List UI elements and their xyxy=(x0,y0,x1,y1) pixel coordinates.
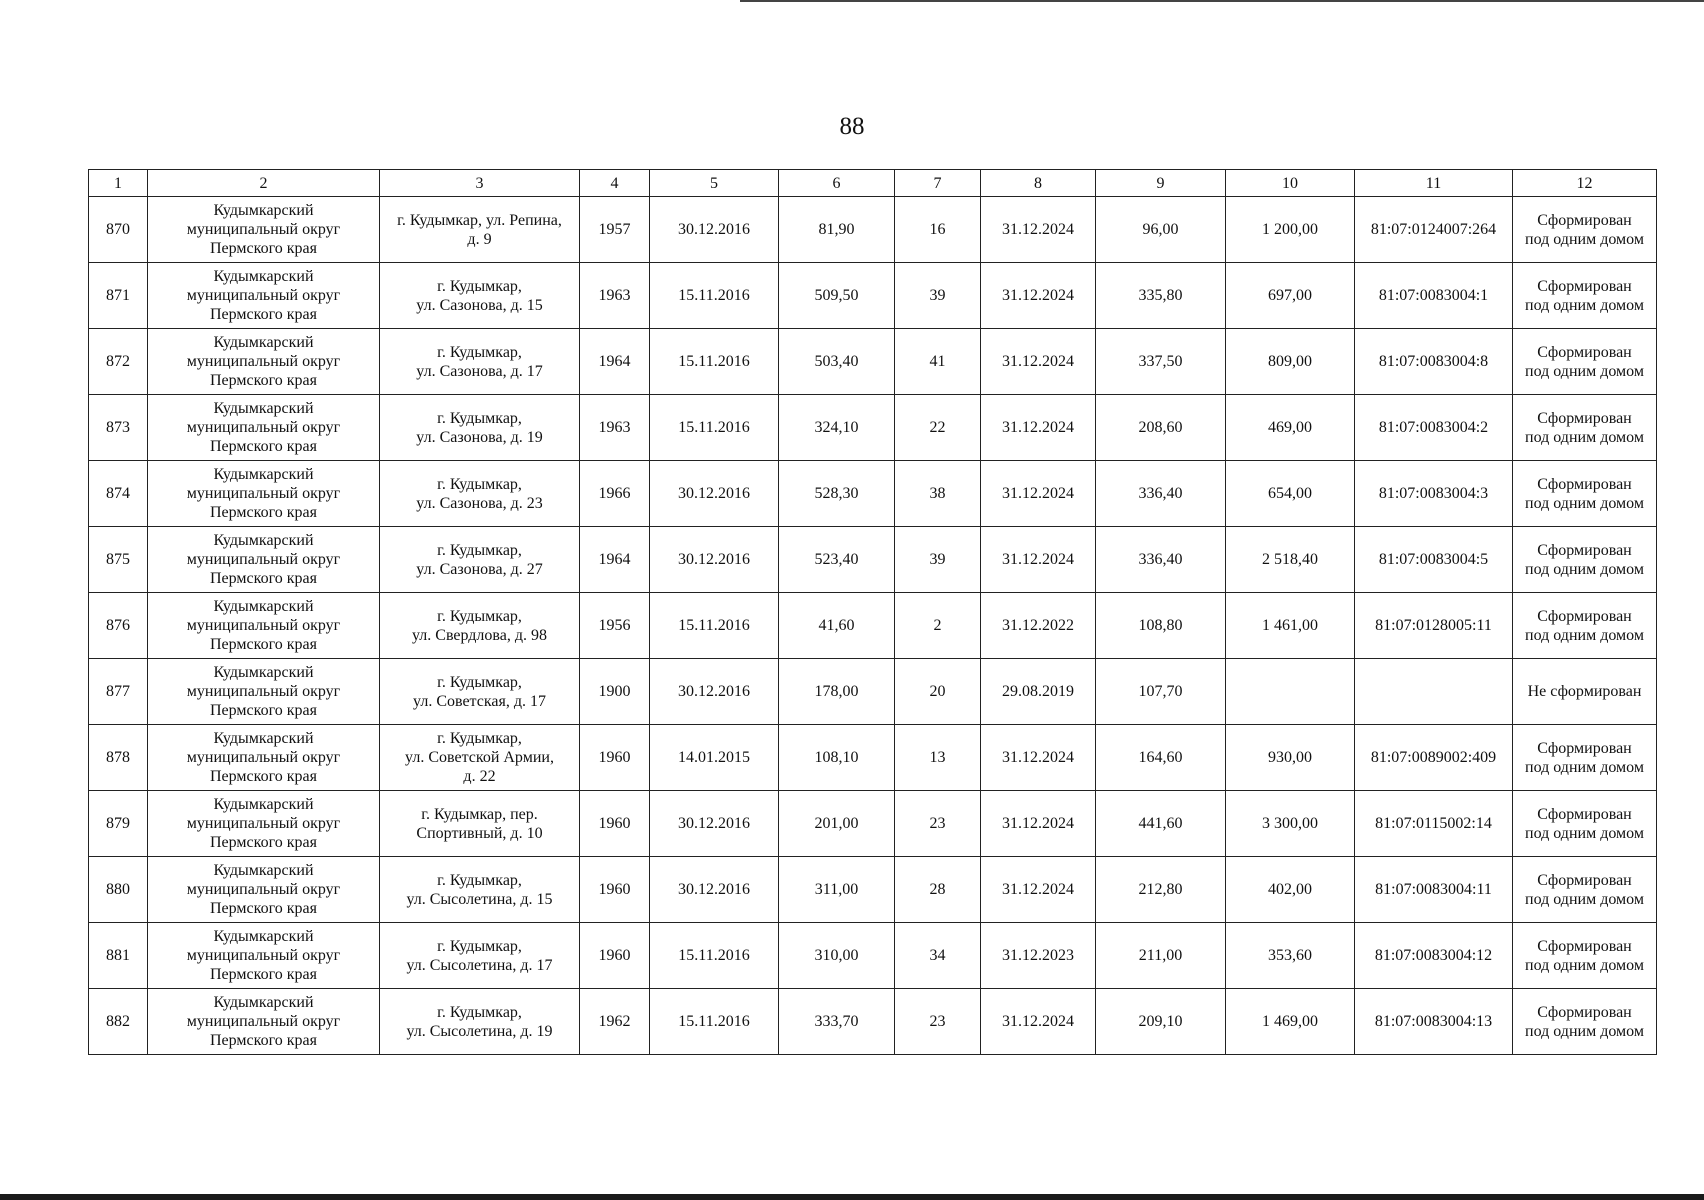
cell-line: Пермского края xyxy=(210,966,317,983)
cell-line: Кудымкарский xyxy=(213,994,314,1011)
year-cell: 1956 xyxy=(580,593,650,659)
row-number-cell: 871 xyxy=(89,263,148,329)
area-cell: 311,00 xyxy=(779,857,895,923)
column-header: 2 xyxy=(148,170,380,197)
cell-line: Сформирован xyxy=(1537,409,1632,427)
table-row xyxy=(89,791,1657,857)
cell-line: муниципальный округ xyxy=(186,287,341,304)
cell-line: г. Кудымкар, xyxy=(437,409,522,427)
area-cell: 523,40 xyxy=(779,527,895,593)
cell-line: под одним домом xyxy=(1525,758,1644,776)
cell-line: муниципальный округ xyxy=(186,353,341,370)
cell-line: Пермского края xyxy=(210,900,317,917)
area-cell: 528,30 xyxy=(779,461,895,527)
count-cell: 39 xyxy=(895,263,981,329)
date-cell: 31.12.2023 xyxy=(981,923,1096,989)
address-cell xyxy=(380,725,580,791)
cell-line: г. Кудымкар, ул. Репина, xyxy=(397,211,562,229)
cell-line: ул. Советской Армии, xyxy=(405,749,554,766)
cadastral-number-cell: 81:07:0115002:14 xyxy=(1355,791,1513,857)
cadastral-number-cell: 81:07:0083004:12 xyxy=(1355,923,1513,989)
count-cell: 41 xyxy=(895,329,981,395)
date-cell: 31.12.2024 xyxy=(981,527,1096,593)
cell-line: г. Кудымкар, xyxy=(437,730,522,747)
cell-line: Сформирован xyxy=(1537,277,1632,295)
status-cell xyxy=(1513,593,1657,659)
column-header: 4 xyxy=(580,170,650,197)
area-cell: 310,00 xyxy=(779,923,895,989)
land-area-cell: 697,00 xyxy=(1226,263,1355,329)
cell-line: ул. Свердлова, д. 98 xyxy=(411,626,547,644)
cell-line: муниципальный округ xyxy=(186,947,341,964)
cell-line: Кудымкарский xyxy=(213,862,314,879)
cell-line: муниципальный округ xyxy=(186,815,341,832)
land-area-cell: 809,00 xyxy=(1226,329,1355,395)
address-cell xyxy=(380,659,580,725)
table-row xyxy=(89,659,1657,725)
area-cell: 108,10 xyxy=(779,725,895,791)
area-cell: 212,80 xyxy=(1096,857,1226,923)
cell-line: г. Кудымкар, xyxy=(437,343,522,361)
cell-line: ул. Сысолетина, д. 19 xyxy=(406,1022,553,1040)
row-number-cell: 873 xyxy=(89,395,148,461)
address-cell xyxy=(380,989,580,1055)
count-cell: 16 xyxy=(895,197,981,263)
date-cell: 30.12.2016 xyxy=(650,197,779,263)
date-cell: 31.12.2024 xyxy=(981,461,1096,527)
row-number-cell: 870 xyxy=(89,197,148,263)
cell-line: Пермского края xyxy=(210,768,317,785)
table-row xyxy=(89,725,1657,791)
table-body xyxy=(89,197,1657,1055)
row-number-cell: 872 xyxy=(89,329,148,395)
area-cell: 337,50 xyxy=(1096,329,1226,395)
scan-top-edge-line xyxy=(740,0,1704,2)
cell-line: г. Кудымкар, xyxy=(437,277,522,295)
area-cell: 503,40 xyxy=(779,329,895,395)
table-row xyxy=(89,527,1657,593)
column-header: 11 xyxy=(1355,170,1513,197)
cadastral-number-cell: 81:07:0083004:11 xyxy=(1355,857,1513,923)
cell-line: муниципальный округ xyxy=(186,551,341,568)
date-cell: 30.12.2016 xyxy=(650,791,779,857)
year-cell: 1966 xyxy=(580,461,650,527)
cell-line: под одним домом xyxy=(1525,956,1644,974)
year-cell: 1963 xyxy=(580,395,650,461)
column-header: 8 xyxy=(981,170,1096,197)
status-cell xyxy=(1513,857,1657,923)
cell-line: муниципальный округ xyxy=(186,881,341,898)
column-header: 7 xyxy=(895,170,981,197)
cadastral-number-cell: 81:07:0124007:264 xyxy=(1355,197,1513,263)
column-header: 10 xyxy=(1226,170,1355,197)
cell-line: Не сформирован xyxy=(1527,683,1642,700)
owner-cell xyxy=(148,923,380,989)
area-cell: 336,40 xyxy=(1096,461,1226,527)
owner-cell xyxy=(148,527,380,593)
cell-line: Кудымкарский xyxy=(213,334,314,351)
status-cell xyxy=(1513,329,1657,395)
land-area-cell: 1 461,00 xyxy=(1226,593,1355,659)
row-number-cell: 881 xyxy=(89,923,148,989)
cadastral-number-cell: 81:07:0083004:8 xyxy=(1355,329,1513,395)
year-cell: 1900 xyxy=(580,659,650,725)
cadastral-number-cell: 81:07:0083004:3 xyxy=(1355,461,1513,527)
status-cell xyxy=(1513,263,1657,329)
date-cell: 31.12.2024 xyxy=(981,791,1096,857)
cell-line: Сформирован xyxy=(1537,871,1632,889)
status-cell xyxy=(1513,395,1657,461)
count-cell: 38 xyxy=(895,461,981,527)
date-cell: 15.11.2016 xyxy=(650,989,779,1055)
table-row xyxy=(89,461,1657,527)
land-area-cell: 469,00 xyxy=(1226,395,1355,461)
cell-line: Сформирован xyxy=(1537,607,1632,625)
land-area-cell: 654,00 xyxy=(1226,461,1355,527)
address-cell xyxy=(380,923,580,989)
cadastral-number-cell: 81:07:0083004:2 xyxy=(1355,395,1513,461)
table-row xyxy=(89,263,1657,329)
land-area-cell: 2 518,40 xyxy=(1226,527,1355,593)
date-cell: 31.12.2022 xyxy=(981,593,1096,659)
land-area-cell xyxy=(1226,659,1355,725)
cell-line: г. Кудымкар, xyxy=(437,1003,522,1021)
cell-line: ул. Советская, д. 17 xyxy=(413,692,546,710)
table-row xyxy=(89,593,1657,659)
cell-line: муниципальный округ xyxy=(186,419,341,436)
cell-line: Кудымкарский xyxy=(213,532,314,549)
date-cell: 31.12.2024 xyxy=(981,989,1096,1055)
cell-line: Кудымкарский xyxy=(213,730,314,747)
count-cell: 20 xyxy=(895,659,981,725)
land-area-cell: 930,00 xyxy=(1226,725,1355,791)
date-cell: 15.11.2016 xyxy=(650,923,779,989)
count-cell: 13 xyxy=(895,725,981,791)
row-number-cell: 878 xyxy=(89,725,148,791)
count-cell: 39 xyxy=(895,527,981,593)
cell-line: Кудымкарский xyxy=(213,928,314,945)
row-number-cell: 875 xyxy=(89,527,148,593)
area-cell: 164,60 xyxy=(1096,725,1226,791)
cell-line: Пермского края xyxy=(210,636,317,653)
cell-line: ул. Сазонова, д. 19 xyxy=(416,428,543,446)
cell-line: Пермского края xyxy=(210,702,317,719)
year-cell: 1964 xyxy=(580,527,650,593)
cell-line: г. Кудымкар, xyxy=(437,607,522,625)
date-cell: 29.08.2019 xyxy=(981,659,1096,725)
area-cell: 324,10 xyxy=(779,395,895,461)
date-cell: 15.11.2016 xyxy=(650,593,779,659)
area-cell: 441,60 xyxy=(1096,791,1226,857)
cell-line: муниципальный округ xyxy=(186,749,341,766)
owner-cell xyxy=(148,395,380,461)
cell-line: Сформирован xyxy=(1537,1003,1632,1021)
cell-line: Пермского края xyxy=(210,834,317,851)
cell-line: под одним домом xyxy=(1525,296,1644,314)
row-number-cell: 874 xyxy=(89,461,148,527)
column-header: 12 xyxy=(1513,170,1657,197)
date-cell: 31.12.2024 xyxy=(981,329,1096,395)
column-header: 3 xyxy=(380,170,580,197)
cell-line: муниципальный округ xyxy=(186,485,341,502)
cell-line: г. Кудымкар, xyxy=(437,475,522,493)
cell-line: Пермского края xyxy=(210,504,317,521)
area-cell: 81,90 xyxy=(779,197,895,263)
date-cell: 31.12.2024 xyxy=(981,197,1096,263)
column-header: 9 xyxy=(1096,170,1226,197)
registry-table xyxy=(88,169,1657,1055)
date-cell: 31.12.2024 xyxy=(981,857,1096,923)
status-cell xyxy=(1513,527,1657,593)
row-number-cell: 876 xyxy=(89,593,148,659)
cadastral-number-cell xyxy=(1355,659,1513,725)
date-cell: 31.12.2024 xyxy=(981,395,1096,461)
cell-line: ул. Сысолетина, д. 17 xyxy=(406,956,553,974)
date-cell: 30.12.2016 xyxy=(650,857,779,923)
table-row xyxy=(89,197,1657,263)
cell-line: Кудымкарский xyxy=(213,796,314,813)
cell-line: Сформирован xyxy=(1537,475,1632,493)
cell-line: Кудымкарский xyxy=(213,466,314,483)
date-cell: 15.11.2016 xyxy=(650,395,779,461)
cell-line: Кудымкарский xyxy=(213,268,314,285)
land-area-cell: 1 469,00 xyxy=(1226,989,1355,1055)
table-row xyxy=(89,395,1657,461)
year-cell: 1960 xyxy=(580,791,650,857)
date-cell: 31.12.2024 xyxy=(981,263,1096,329)
owner-cell xyxy=(148,593,380,659)
count-cell: 23 xyxy=(895,791,981,857)
scan-bottom-edge-bar xyxy=(0,1194,1704,1200)
area-cell: 211,00 xyxy=(1096,923,1226,989)
row-number-cell: 877 xyxy=(89,659,148,725)
cell-line: Сформирован xyxy=(1537,937,1632,955)
cell-line: д. 22 xyxy=(463,768,496,785)
area-cell: 201,00 xyxy=(779,791,895,857)
column-header: 6 xyxy=(779,170,895,197)
cell-line: Кудымкарский xyxy=(213,202,314,219)
cell-line: Сформирован xyxy=(1537,739,1632,757)
year-cell: 1962 xyxy=(580,989,650,1055)
cell-line: ул. Сазонова, д. 27 xyxy=(416,560,543,578)
owner-cell xyxy=(148,989,380,1055)
area-cell: 336,40 xyxy=(1096,527,1226,593)
cell-line: Пермского края xyxy=(210,1032,317,1049)
owner-cell xyxy=(148,659,380,725)
date-cell: 30.12.2016 xyxy=(650,659,779,725)
count-cell: 28 xyxy=(895,857,981,923)
table-header-row xyxy=(89,170,1657,197)
area-cell: 335,80 xyxy=(1096,263,1226,329)
address-cell xyxy=(380,329,580,395)
column-header: 1 xyxy=(89,170,148,197)
cell-line: Кудымкарский xyxy=(213,400,314,417)
cadastral-number-cell: 81:07:0128005:11 xyxy=(1355,593,1513,659)
area-cell: 107,70 xyxy=(1096,659,1226,725)
cell-line: муниципальный округ xyxy=(186,683,341,700)
cell-line: под одним домом xyxy=(1525,560,1644,578)
cell-line: ул. Сысолетина, д. 15 xyxy=(406,890,553,908)
address-cell xyxy=(380,461,580,527)
land-area-cell: 3 300,00 xyxy=(1226,791,1355,857)
cell-line: под одним домом xyxy=(1525,494,1644,512)
status-cell xyxy=(1513,725,1657,791)
cadastral-number-cell: 81:07:0083004:1 xyxy=(1355,263,1513,329)
cell-line: под одним домом xyxy=(1525,824,1644,842)
address-cell xyxy=(380,791,580,857)
owner-cell xyxy=(148,725,380,791)
cell-line: г. Кудымкар, xyxy=(437,937,522,955)
cell-line: Пермского края xyxy=(210,372,317,389)
cell-line: Пермского края xyxy=(210,240,317,257)
date-cell: 31.12.2024 xyxy=(981,725,1096,791)
year-cell: 1957 xyxy=(580,197,650,263)
land-area-cell: 402,00 xyxy=(1226,857,1355,923)
date-cell: 30.12.2016 xyxy=(650,527,779,593)
cell-line: ул. Сазонова, д. 17 xyxy=(416,362,543,380)
area-cell: 208,60 xyxy=(1096,395,1226,461)
count-cell: 2 xyxy=(895,593,981,659)
cell-line: Кудымкарский xyxy=(213,598,314,615)
cell-line: д. 9 xyxy=(467,230,492,248)
cell-line: Сформирован xyxy=(1537,541,1632,559)
page-number: 88 xyxy=(839,113,865,140)
owner-cell xyxy=(148,791,380,857)
status-cell xyxy=(1513,989,1657,1055)
cell-line: ул. Сазонова, д. 15 xyxy=(416,296,543,314)
cell-line: г. Кудымкар, xyxy=(437,871,522,889)
cell-line: муниципальный округ xyxy=(186,617,341,634)
count-cell: 22 xyxy=(895,395,981,461)
cell-line: Пермского края xyxy=(210,306,317,323)
cadastral-number-cell: 81:07:0083004:13 xyxy=(1355,989,1513,1055)
cell-line: Пермского края xyxy=(210,438,317,455)
year-cell: 1960 xyxy=(580,923,650,989)
owner-cell xyxy=(148,857,380,923)
date-cell: 15.11.2016 xyxy=(650,263,779,329)
year-cell: 1964 xyxy=(580,329,650,395)
cell-line: под одним домом xyxy=(1525,890,1644,908)
cell-line: Пермского края xyxy=(210,570,317,587)
table-row xyxy=(89,857,1657,923)
cell-line: Сформирован xyxy=(1537,343,1632,361)
address-cell xyxy=(380,527,580,593)
status-cell xyxy=(1513,923,1657,989)
area-cell: 108,80 xyxy=(1096,593,1226,659)
area-cell: 333,70 xyxy=(779,989,895,1055)
owner-cell xyxy=(148,263,380,329)
cadastral-number-cell: 81:07:0089002:409 xyxy=(1355,725,1513,791)
table-row xyxy=(89,329,1657,395)
owner-cell xyxy=(148,329,380,395)
date-cell: 14.01.2015 xyxy=(650,725,779,791)
land-area-cell: 353,60 xyxy=(1226,923,1355,989)
cell-line: под одним домом xyxy=(1525,626,1644,644)
status-cell xyxy=(1513,659,1657,725)
count-cell: 34 xyxy=(895,923,981,989)
address-cell xyxy=(380,197,580,263)
date-cell: 15.11.2016 xyxy=(650,329,779,395)
row-number-cell: 882 xyxy=(89,989,148,1055)
owner-cell xyxy=(148,461,380,527)
owner-cell xyxy=(148,197,380,263)
address-cell xyxy=(380,395,580,461)
cell-line: г. Кудымкар, xyxy=(437,673,522,691)
address-cell xyxy=(380,263,580,329)
cell-line: г. Кудымкар, пер. xyxy=(421,805,538,823)
area-cell: 41,60 xyxy=(779,593,895,659)
cell-line: Сформирован xyxy=(1537,211,1632,229)
address-cell xyxy=(380,857,580,923)
date-cell: 30.12.2016 xyxy=(650,461,779,527)
year-cell: 1960 xyxy=(580,725,650,791)
cell-line: под одним домом xyxy=(1525,362,1644,380)
cell-line: под одним домом xyxy=(1525,428,1644,446)
table-row xyxy=(89,989,1657,1055)
row-number-cell: 880 xyxy=(89,857,148,923)
area-cell: 209,10 xyxy=(1096,989,1226,1055)
row-number-cell: 879 xyxy=(89,791,148,857)
year-cell: 1963 xyxy=(580,263,650,329)
area-cell: 96,00 xyxy=(1096,197,1226,263)
cell-line: муниципальный округ xyxy=(186,221,341,238)
cell-line: под одним домом xyxy=(1525,1022,1644,1040)
status-cell xyxy=(1513,461,1657,527)
status-cell xyxy=(1513,791,1657,857)
cell-line: муниципальный округ xyxy=(186,1013,341,1030)
cell-line: Спортивный, д. 10 xyxy=(416,824,543,842)
count-cell: 23 xyxy=(895,989,981,1055)
table-row xyxy=(89,923,1657,989)
land-area-cell: 1 200,00 xyxy=(1226,197,1355,263)
cell-line: под одним домом xyxy=(1525,230,1644,248)
cell-line: г. Кудымкар, xyxy=(437,541,522,559)
status-cell xyxy=(1513,197,1657,263)
cell-line: Кудымкарский xyxy=(213,664,314,681)
cell-line: Сформирован xyxy=(1537,805,1632,823)
address-cell xyxy=(380,593,580,659)
area-cell: 509,50 xyxy=(779,263,895,329)
column-header: 5 xyxy=(650,170,779,197)
area-cell: 178,00 xyxy=(779,659,895,725)
cadastral-number-cell: 81:07:0083004:5 xyxy=(1355,527,1513,593)
year-cell: 1960 xyxy=(580,857,650,923)
cell-line: ул. Сазонова, д. 23 xyxy=(416,494,543,512)
